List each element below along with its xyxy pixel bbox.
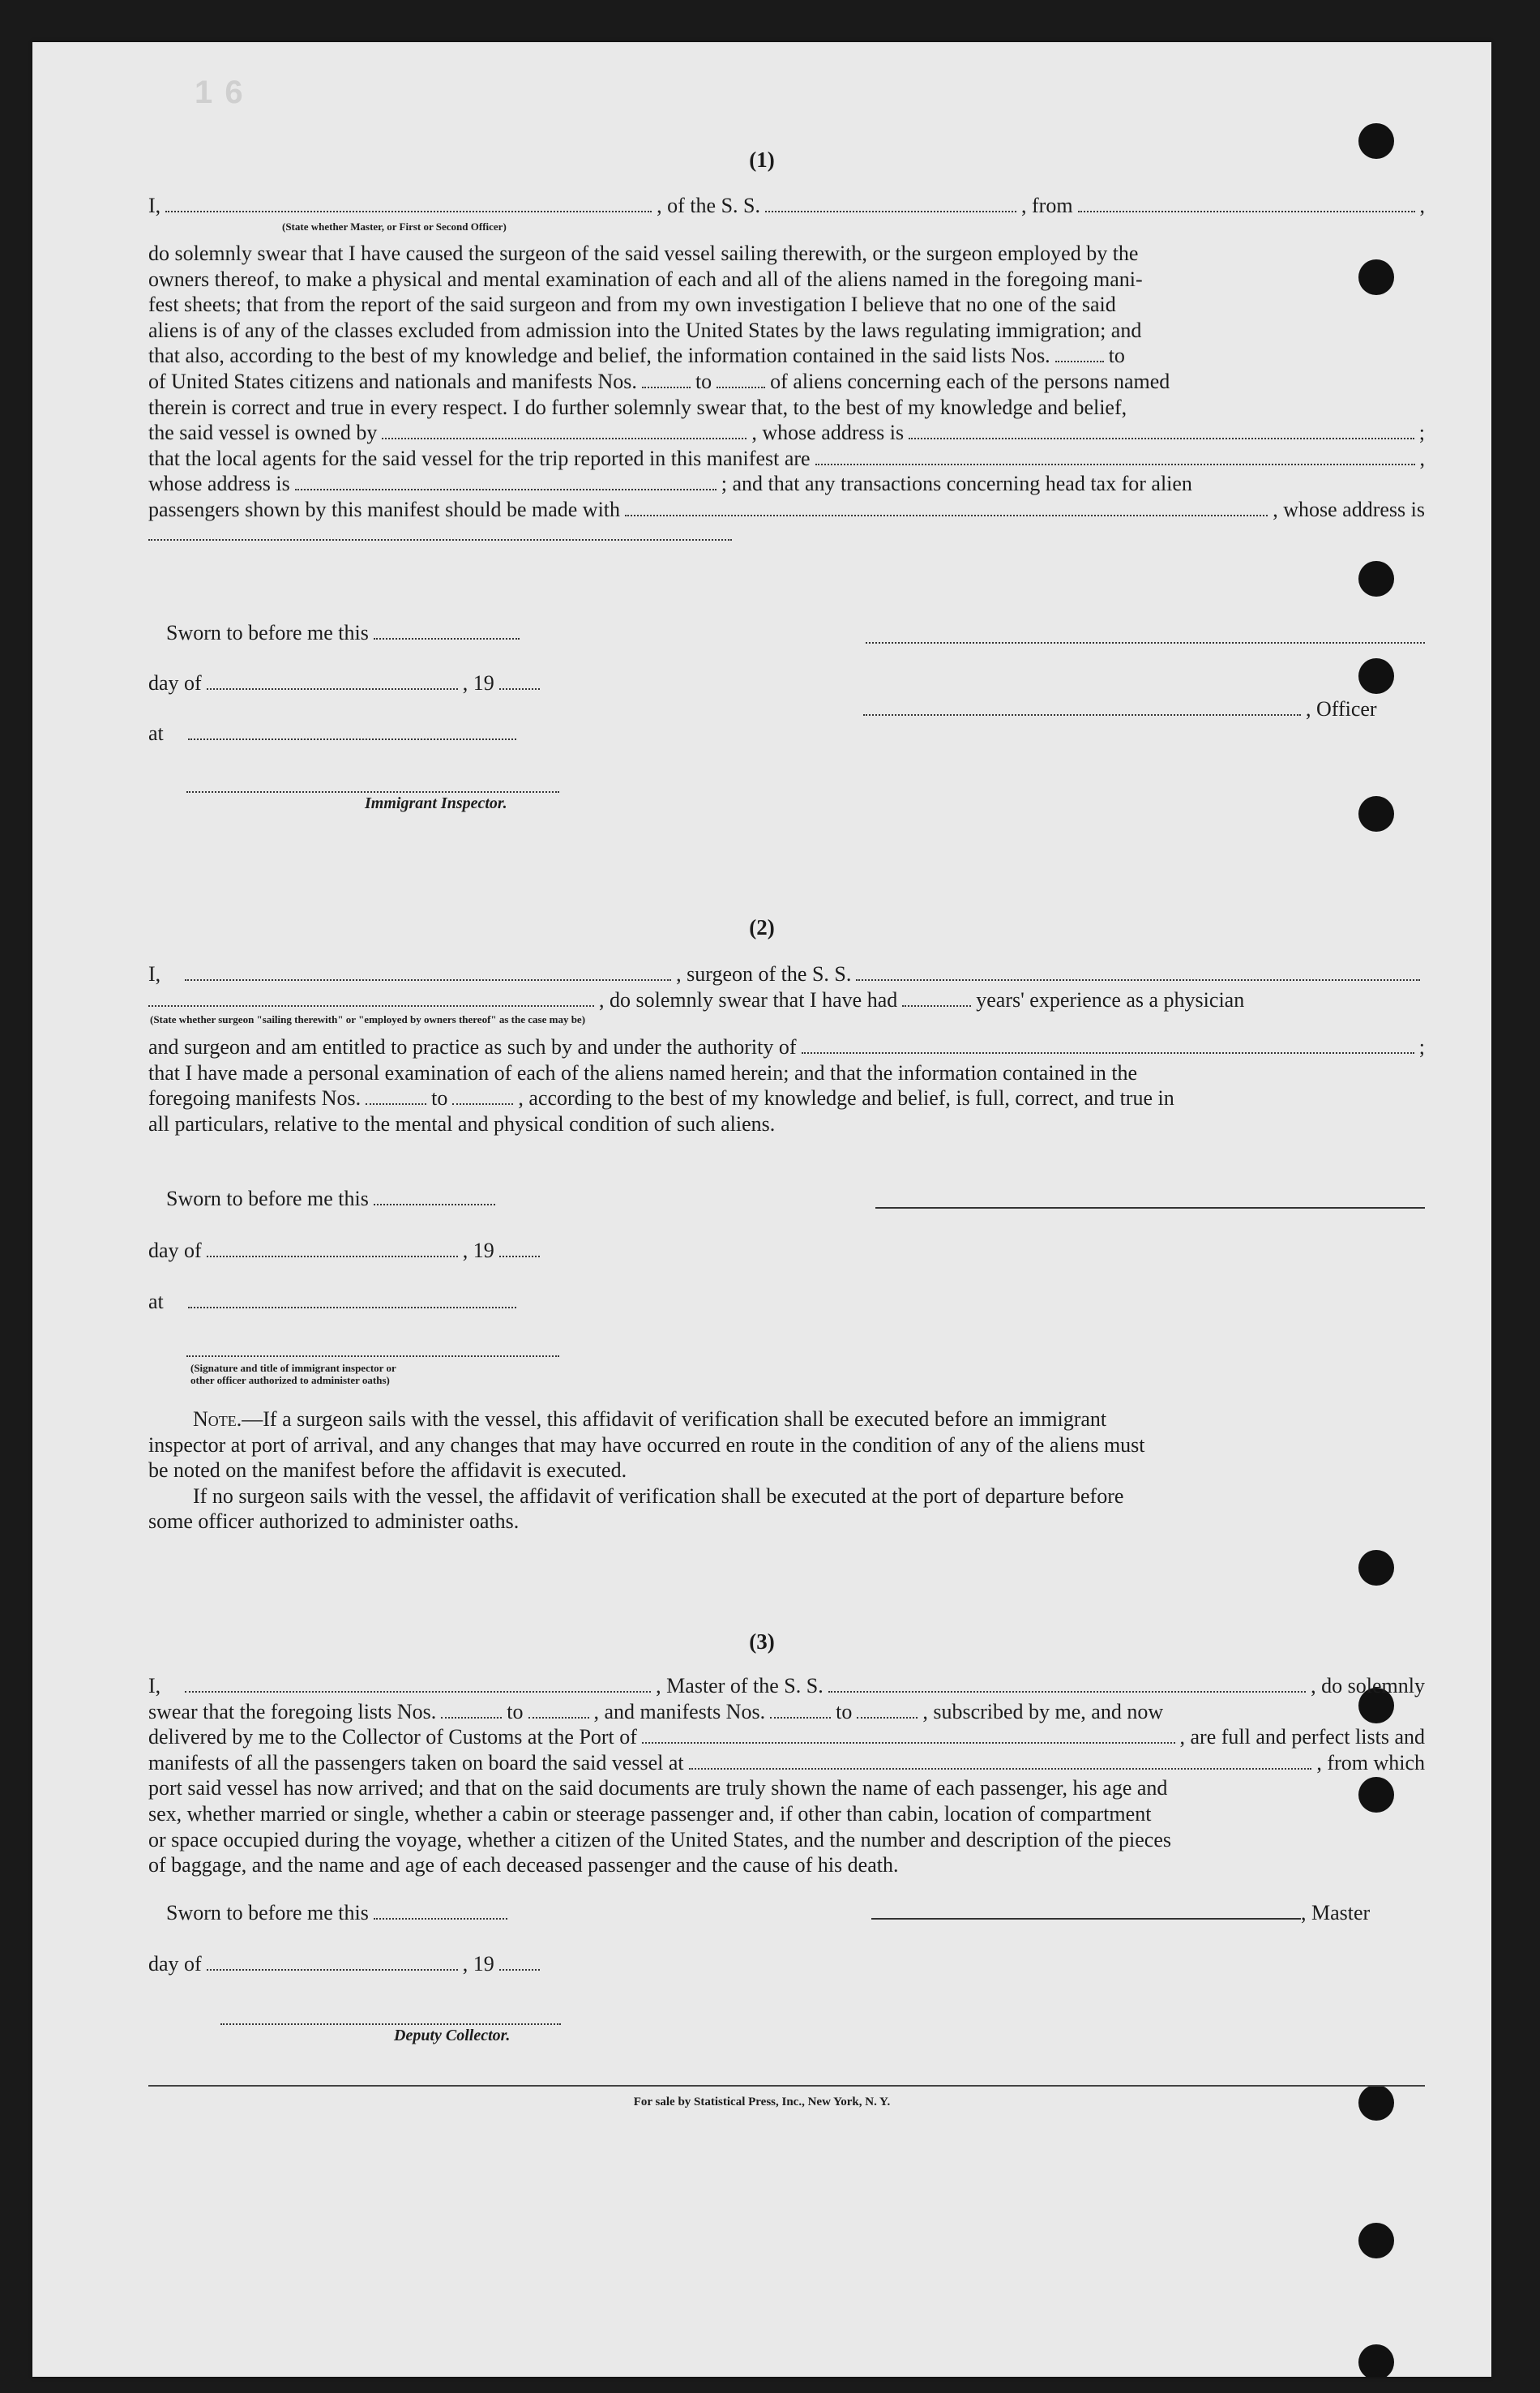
section-3-line: delivered by me to the Collector of Customs at the Port of , are full and perfect lists and — [148, 1725, 1425, 1749]
footer-rule — [148, 2085, 1425, 2087]
section-2-sworn-row: Sworn to before me this — [166, 1186, 500, 1212]
note-line: Note. —If a surgeon sails with the vessel, this affidavit of verification shall be executed before an immigrant — [193, 1407, 1107, 1431]
section-3-line: sex, whether married or single, whether a cabin or steerage passenger and, if other than cabin, location of compartment — [148, 1801, 1152, 1826]
section-1-body-line: therein is correct and true in every respect. I do further solemnly swear that, to the best of my knowledge and belief, — [148, 395, 1127, 419]
years-experience-field[interactable] — [902, 989, 971, 1007]
section-1-body-line: the said vessel is owned by , whose address is ; — [148, 421, 1425, 445]
section-3-lists-to-field[interactable] — [528, 1701, 589, 1719]
section-3-collector-line[interactable] — [220, 2022, 561, 2025]
section-1-body-line — [148, 523, 1425, 541]
note-line: inspector at port of arrival, and any changes that may have occurred en route in the condition of any of the aliens must — [148, 1432, 1145, 1457]
section-1-body-line: do solemnly swear that I have caused the surgeon of the said vessel sailing therewith, or the surgeon employed by the — [148, 242, 1139, 265]
master-name-field[interactable] — [185, 1675, 651, 1693]
section-2-ship-field[interactable] — [856, 963, 1420, 981]
section-3-line: of baggage, and the name and age of each deceased passenger and the cause of his death. — [148, 1853, 899, 1877]
section-3-master-row: , Master — [871, 1900, 1370, 1926]
section-3-sworn-row: Sworn to before me this — [166, 1900, 512, 1926]
section-1-at-field[interactable] — [188, 722, 516, 740]
customs-port-field[interactable] — [642, 1726, 1175, 1744]
section-2-month-field[interactable] — [207, 1239, 458, 1257]
section-3-sworn-day-field[interactable] — [374, 1902, 507, 1920]
section-3-manifests-to-field[interactable] — [857, 1701, 918, 1719]
punch-hole-10 — [1358, 2223, 1394, 2258]
section-1-signature-line[interactable] — [866, 640, 1425, 644]
section-1-officer-row: , Officer — [863, 696, 1377, 722]
section-1-officer-field[interactable] — [863, 698, 1301, 716]
section-1-body-line: whose address is ; and that any transactions concerning head tax for alien — [148, 472, 1192, 496]
note-text — [148, 1406, 1425, 1535]
printer-imprint: For sale by Statistical Press, Inc., New York, N. Y. — [633, 2095, 891, 2108]
punch-hole-4 — [1358, 658, 1394, 694]
section-2-at-row: at — [148, 1289, 521, 1315]
section-2-manifests-to-field[interactable] — [452, 1087, 513, 1105]
practice-authority-field[interactable] — [802, 1036, 1414, 1054]
section-3-month-field[interactable] — [207, 1953, 458, 1971]
punch-hole-5 — [1358, 796, 1394, 832]
punch-hole-11 — [1358, 2344, 1394, 2377]
section-3-number: (3) — [749, 1629, 775, 1654]
section-3-text — [148, 1673, 1425, 1878]
note-line: some officer authorized to administer oaths. — [148, 1509, 520, 1534]
section-3-dayof-row: day of , 19 — [148, 1951, 545, 1977]
section-2-line: that I have made a personal examination of each of the aliens named herein; and that the information contained in the — [148, 1060, 1138, 1085]
section-1-at-row: at — [148, 721, 521, 747]
section-2-line: I, , surgeon of the S. S. — [148, 961, 1425, 987]
note-line: be noted on the manifest before the affidavit is executed. — [148, 1458, 627, 1483]
surgeon-status-field[interactable] — [148, 989, 594, 1007]
section-3-collector-caption: Deputy Collector. — [394, 2027, 511, 2044]
section-2-dayof-row: day of , 19 — [148, 1238, 545, 1264]
section-1-body-line: that the local agents for the said vessel for the trip reported in this manifest are , — [148, 446, 1425, 470]
agents-address-field[interactable] — [295, 473, 717, 490]
section-3-line: manifests of all the passengers taken on board the said vessel at , from which — [148, 1750, 1425, 1774]
ship-name-field[interactable] — [765, 195, 1016, 212]
section-2-number: (2) — [749, 915, 775, 940]
section-2-manifests-from-field[interactable] — [366, 1087, 426, 1105]
surgeon-status-caption: (State whether surgeon "sailing therewith" or "employed by owners thereof" as the case may be) — [150, 1013, 586, 1025]
section-1-dayof-row: day of , 19 — [148, 670, 545, 696]
section-1-body-line: passengers shown by this manifest should be made with , whose address is — [148, 497, 1425, 521]
section-3-master-signature-line[interactable] — [871, 1902, 1301, 1920]
section-1-year-field[interactable] — [499, 672, 540, 690]
section-1-body — [148, 241, 1425, 541]
section-1-body-line: aliens is of any of the classes excluded from admission into the United States by the laws regulating immigration; and — [148, 318, 1142, 342]
note-label: Note. — [193, 1407, 242, 1431]
section-3-line: port said vessel has now arrived; and that on the said documents are truly shown the name of each passenger, his age and — [148, 1776, 1168, 1800]
officer-rank-field[interactable] — [165, 195, 652, 212]
section-2-body — [148, 1034, 1425, 1137]
section-3-manifests-from-field[interactable] — [770, 1701, 831, 1719]
bleed-through-mark: 1 6 — [195, 75, 245, 110]
manifest-affidavit-page — [32, 42, 1491, 2377]
section-3-line: or space occupied during the voyage, whether a citizen of the United States, and the number and description of the pieces — [148, 1827, 1172, 1851]
section-2-sworn-day-field[interactable] — [374, 1188, 495, 1205]
manifests-to-field[interactable] — [717, 370, 765, 388]
punch-hole-3 — [1358, 561, 1394, 597]
section-2-line: foregoing manifests Nos. to , according to the best of my knowledge and belief, is full, correct, and true in — [148, 1086, 1174, 1111]
section-1-body-line: owners thereof, to make a physical and mental examination of each and all of the aliens named in the foregoing mani- — [148, 267, 1143, 291]
section-3-ship-field[interactable] — [828, 1675, 1306, 1693]
section-1-text — [148, 193, 1425, 219]
section-1-number: (1) — [749, 148, 775, 172]
section-1-sworn-day-field[interactable] — [374, 622, 520, 640]
section-2-text — [148, 961, 1425, 1012]
section-1-body-line: of United States citizens and nationals and manifests Nos. to of aliens concerning each of the persons named — [148, 369, 1170, 393]
departure-port-field[interactable] — [1078, 195, 1415, 212]
section-3-line: swear that the foregoing lists Nos. to , and manifests Nos. to , subscribed by me, and now — [148, 1699, 1164, 1723]
section-2-signature-line[interactable] — [875, 1205, 1425, 1209]
section-2-at-field[interactable] — [188, 1291, 516, 1308]
punch-hole-6 — [1358, 1550, 1394, 1586]
section-1-sworn-row: Sworn to before me this — [166, 620, 524, 646]
surgeon-name-field[interactable] — [185, 963, 671, 981]
embarkation-port-field[interactable] — [689, 1752, 1312, 1770]
owner-field[interactable] — [382, 422, 746, 439]
section-1-inspector-line[interactable] — [186, 790, 559, 793]
officer-rank-caption: (State whether Master, or First or Second Officer) — [282, 220, 507, 233]
section-3-lists-from-field[interactable] — [441, 1701, 502, 1719]
section-3-line: I, , Master of the S. S. , do solemnly — [148, 1674, 1425, 1697]
lists-from-field[interactable] — [1055, 345, 1104, 362]
section-3-year-field[interactable] — [499, 1953, 540, 1971]
section-1-body-line: that also, according to the best of my knowledge and belief, the information contained in the said lists Nos. to — [148, 344, 1125, 368]
section-2-line: , do solemnly swear that I have had years' experience as a physician — [148, 987, 1425, 1013]
local-agents-field[interactable] — [815, 447, 1415, 465]
owner-address-field[interactable] — [909, 422, 1414, 439]
section-1-body-line: fest sheets; that from the report of the said surgeon and from my own investigation I believe that no one of the said — [148, 293, 1116, 317]
section-2-line: and surgeon and am entitled to practice as such by and under the authority of ; — [148, 1035, 1425, 1059]
section-2-year-field[interactable] — [499, 1239, 540, 1257]
section-2-line: all particulars, relative to the mental and physical condition of such aliens. — [148, 1111, 776, 1136]
section-2-inspector-caption: (Signature and title of immigrant inspector or other officer authorized to administer oaths) — [190, 1362, 396, 1386]
manifests-from-field[interactable] — [642, 370, 691, 388]
head-tax-party-field[interactable] — [625, 499, 1268, 516]
section-1-month-field[interactable] — [207, 672, 458, 690]
section-1-line-1: I, , of the S. S. , from , — [148, 194, 1425, 217]
note-line: If no surgeon sails with the vessel, the affidavit of verification shall be executed at the port of departure before — [193, 1483, 1124, 1508]
section-2-inspector-line[interactable] — [186, 1354, 559, 1357]
head-tax-address-field[interactable] — [148, 523, 732, 541]
section-1-inspector-caption: Immigrant Inspector. — [365, 794, 507, 812]
